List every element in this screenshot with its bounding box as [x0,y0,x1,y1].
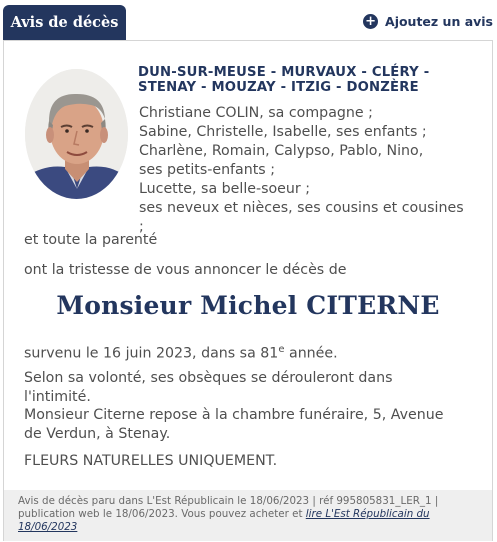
publication-footer [4,490,492,541]
deceased-name: Monsieur Michel CITERNE [56,291,440,320]
family-line: ses petits-enfants ; [139,162,275,178]
cities-heading [138,66,438,95]
add-notice-label: Ajoutez un avis [385,13,493,29]
family-list [139,104,479,237]
death-date-sup: e [278,344,285,355]
cities-line-1: DUN-SUR-MEUSE - MURVAUX - CLÉRY - [138,65,430,80]
family-line: ses neveux et nièces, ses cousins et cousines [139,200,464,216]
family-line: Christiane COLIN, sa compagne ; [139,105,373,121]
death-date-prefix: survenu le 16 juin 2023, dans sa 81 [24,345,279,362]
footer-text: Avis de décès paru dans L'Est Républicain le 18/06/2023 | réf 995805831_LER_1 | publication web le 18/06/2023. Vous pouvez acheter et [18,495,439,520]
obituary-card [3,40,493,541]
tab-avis-de-deces[interactable]: Avis de décès [3,5,126,40]
add-notice-link[interactable] [363,12,493,30]
family-line: Lucette, sa belle-soeur ; [139,181,311,197]
family-line: ; [139,219,144,235]
portrait-photo [25,69,128,199]
flowers-note: FLEURS NATURELLES UNIQUEMENT. [24,453,278,469]
funeral-paragraph: Selon sa volonté, ses obsèques se dérouleront dans l'intimité. [24,370,393,405]
portrait-image [25,69,128,199]
parente-line: et toute la parenté [24,232,158,248]
plus-circle-icon: + [363,14,378,29]
tab-bar [0,0,497,40]
death-date-suffix: année. [284,345,338,362]
repose-paragraph: Monsieur Citerne repose à la chambre funéraire, 5, Avenue de Verdun, à Stenay. [24,407,444,442]
death-date-line [24,340,338,364]
buy-newspaper-link[interactable]: lire L'Est Républicain du 18/06/2023 [18,508,430,533]
family-line: Charlène, Romain, Calypso, Pablo, Nino, [139,143,424,159]
announce-line: ont la tristesse de vous annoncer le décès de [24,262,347,278]
family-line: Sabine, Christelle, Isabelle, ses enfants ; [139,124,427,140]
cities-line-2: STENAY - MOUZAY - ITZIG - DONZÈRE [138,79,419,95]
